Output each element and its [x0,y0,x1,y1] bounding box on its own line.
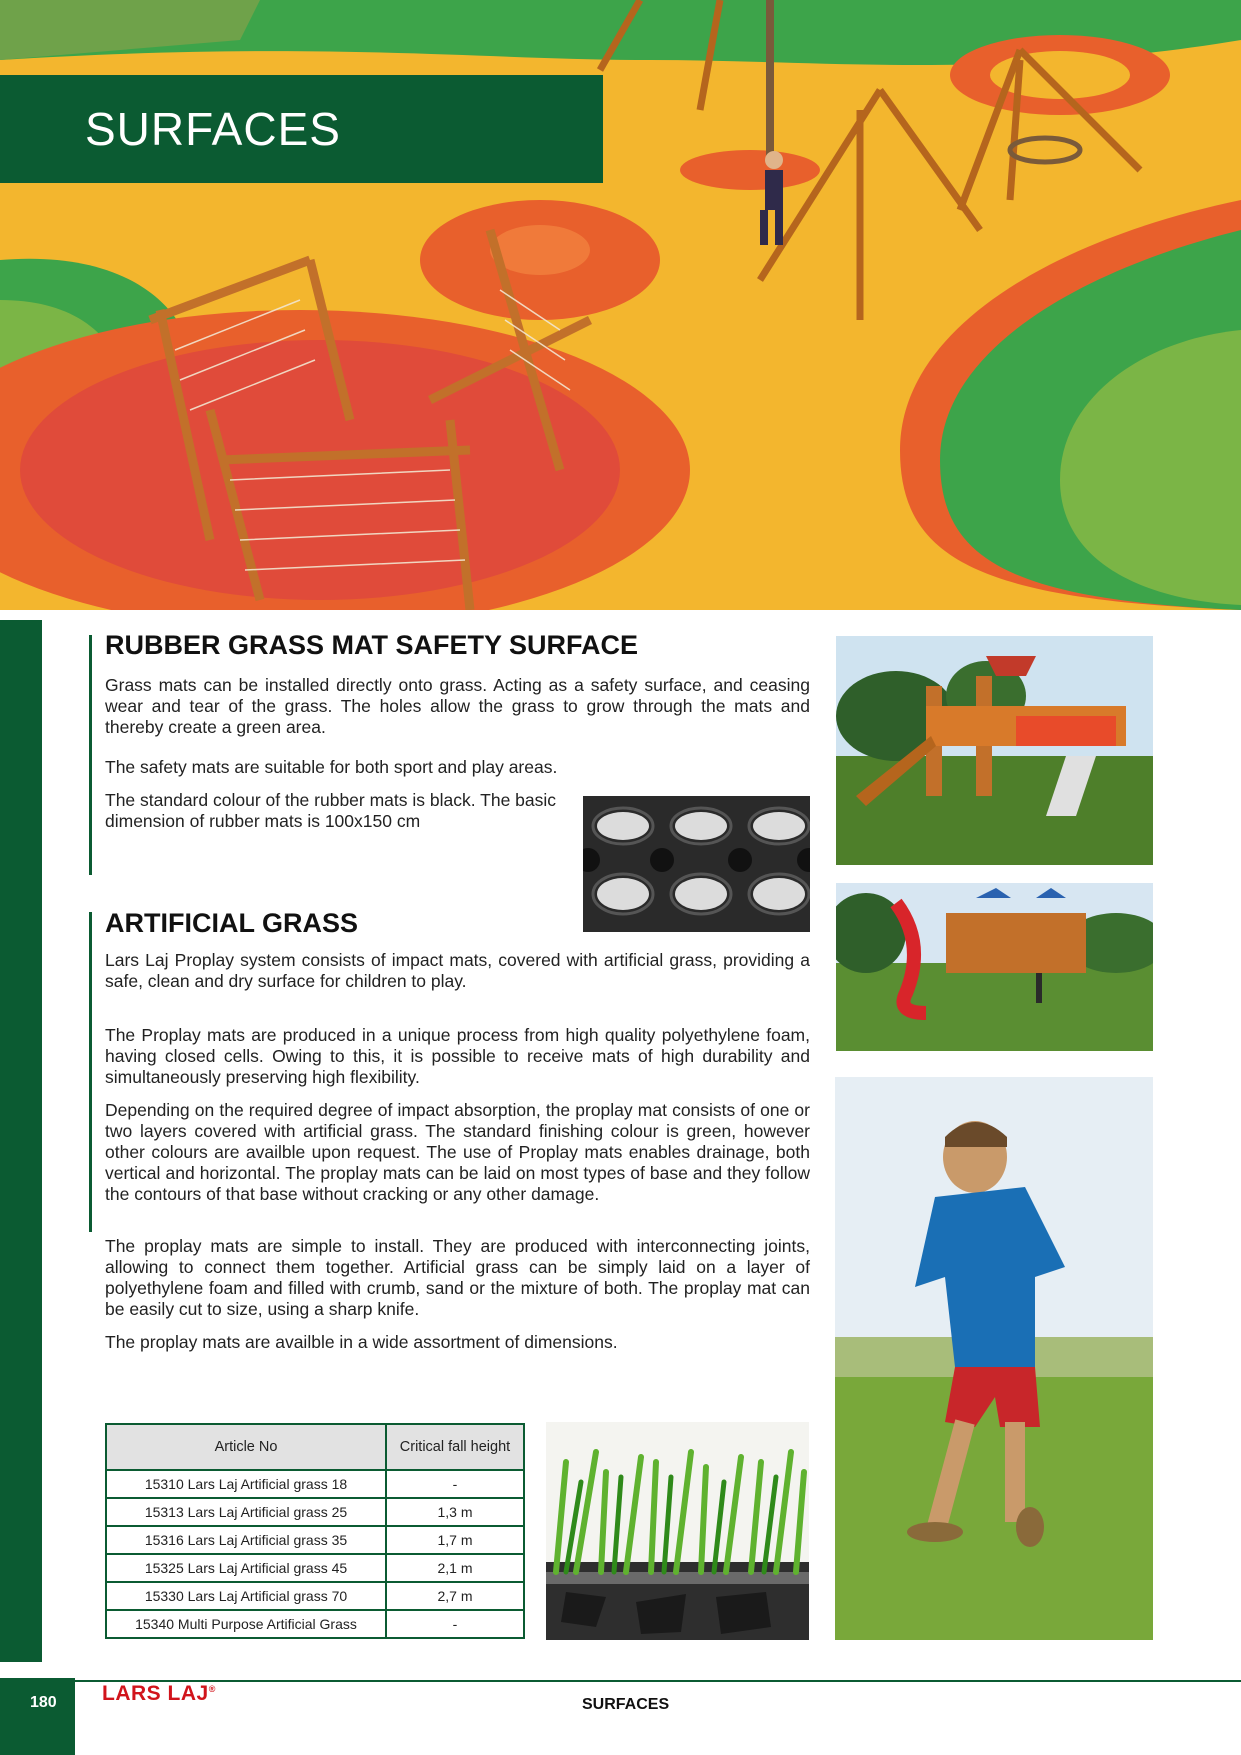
footer-section-label: SURFACES [582,1696,670,1713]
left-accent-bar [0,620,42,1662]
playground-slide-photo [836,883,1153,1051]
article-cell: 15310 Lars Laj Artificial grass 18 [106,1470,386,1498]
paragraph: The proplay mats are simple to install. They are produced with interconnecting joints, allowing to connect them together. Artificial grass can be simply laid on a layer of polyethylene foam and filled with crumb, sand or the mixture of both. The proplay mat can be easily cut to size, using a sharp knife. [105,1236,810,1319]
fall-height-cell: 1,7 m [386,1526,524,1554]
article-cell: 15340 Multi Purpose Artificial Grass [106,1610,386,1638]
table-row [106,1610,524,1638]
brand-name: LARS LAJ [102,1682,209,1705]
paragraph: The Proplay mats are produced in a unique process from high quality polyethylene foam, having closed cells. Owing to this, it is possible to receive mats of high durability and simultaneously preserving high flexibility. [105,1025,810,1087]
section-divider [89,912,92,1232]
fall-height-cell: 2,7 m [386,1582,524,1610]
table-header-row [106,1424,524,1470]
table-row [106,1498,524,1526]
brand-logo [102,1682,216,1706]
paragraph: The safety mats are suitable for both sport and play areas. [105,757,558,777]
playground-tower-photo [836,636,1153,865]
article-cell: 15325 Lars Laj Artificial grass 45 [106,1554,386,1582]
page-number-box [0,1678,75,1755]
rubber-mat-photo [583,796,810,932]
hero-playground-photo [0,0,1241,610]
section-heading-artificial-grass: ARTIFICIAL GRASS [105,908,359,938]
fall-height-cell: 2,1 m [386,1554,524,1582]
boy-running-on-grass-photo [835,1077,1153,1640]
table-row [106,1526,524,1554]
article-cell: 15330 Lars Laj Artificial grass 70 [106,1582,386,1610]
column-header-article: Article No [106,1424,386,1470]
fall-height-cell: - [386,1470,524,1498]
article-cell: 15313 Lars Laj Artificial grass 25 [106,1498,386,1526]
section-title-band [0,75,603,183]
paragraph: Lars Laj Proplay system consists of impact mats, covered with artificial grass, providing a safe, clean and dry surface for children to play. [105,950,810,991]
paragraph: Depending on the required degree of impact absorption, the proplay mat consists of one or two layers covered with artificial grass. The standard finishing colour is green, however other colours are availble upon request. The use of Proplay mats enables drainage, both vertical and horizontal. The proplay mats can be laid on most types of base and they follow the contours of that base without cracking or any other damage. [105,1100,810,1204]
registered-mark-icon: ® [208,1684,216,1694]
article-cell: 15316 Lars Laj Artificial grass 35 [106,1526,386,1554]
fall-height-cell: 1,3 m [386,1498,524,1526]
table-row [106,1582,524,1610]
page-number: 180 [30,1694,57,1711]
paragraph: The standard colour of the rubber mats is black. The basic dimension of rubber mats is 100x150 cm [105,790,557,831]
artificial-grass-closeup-photo [546,1422,809,1640]
paragraph: Grass mats can be installed directly onto grass. Acting as a safety surface, and ceasing wear and tear of the grass. The holes allow the grass to grow through the mats and thereby create a green area. [105,675,810,737]
fall-height-cell: - [386,1610,524,1638]
fall-height-table [105,1423,525,1639]
section-heading-rubber-grass-mat: RUBBER GRASS MAT SAFETY SURFACE [105,630,639,660]
table-row [106,1470,524,1498]
footer-divider [75,1680,1241,1682]
page-title: SURFACES [85,103,341,155]
paragraph: The proplay mats are availble in a wide assortment of dimensions. [105,1332,618,1352]
section-divider [89,635,92,875]
column-header-fall-height: Critical fall height [386,1424,524,1470]
table-row [106,1554,524,1582]
